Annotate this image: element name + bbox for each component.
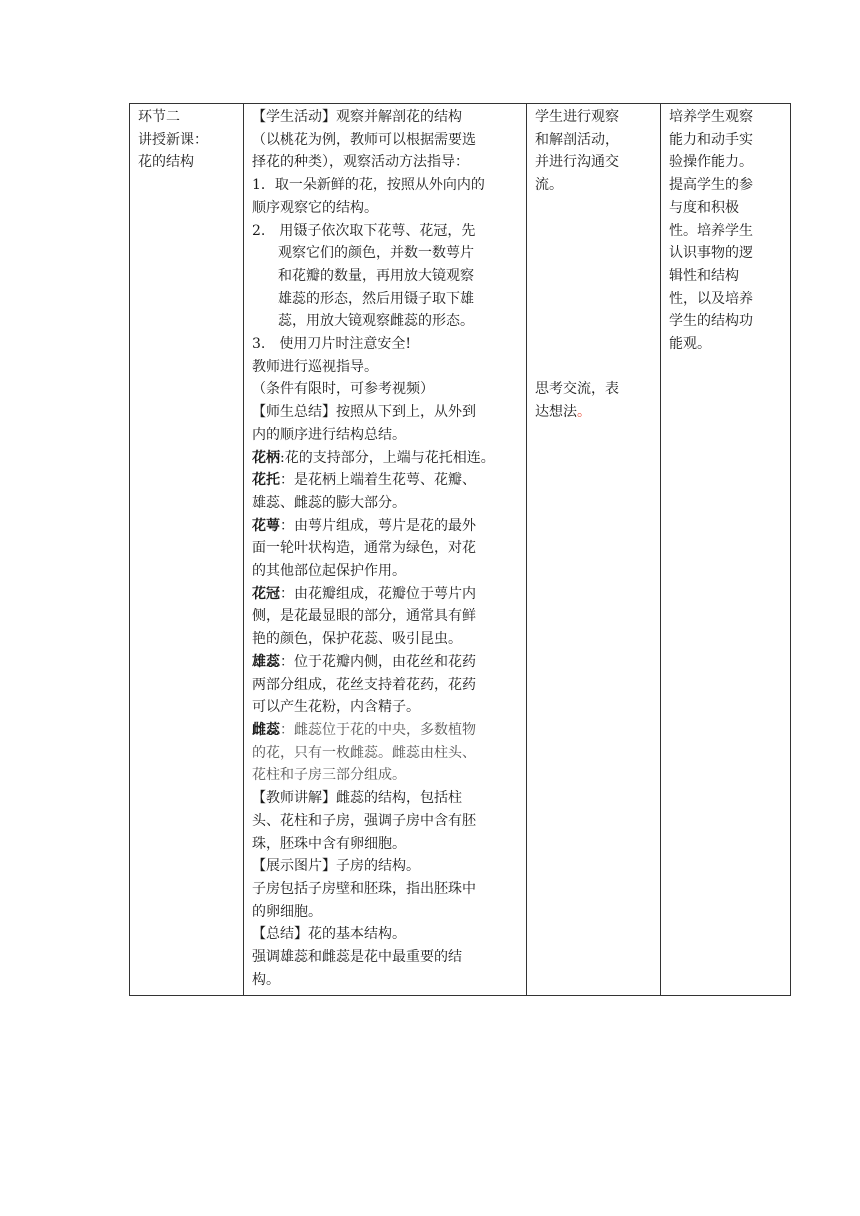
content-line: 蕊，用放大镜观察雌蕊的形态。 (278, 313, 474, 330)
content-line: 3. 使用刀片时注意安全! (252, 336, 411, 353)
intent-line: 学生的结构功 (669, 313, 753, 330)
intent-line: 与度和积极 (669, 199, 739, 216)
intent-line: 性。培养学生 (669, 222, 753, 239)
spacer (535, 220, 654, 243)
student-line: 达想法。 (535, 404, 591, 421)
spacer (535, 356, 654, 379)
content-line: 教师进行巡视指导。 (252, 358, 378, 375)
content-line: （条件有限时，可参考视频） (252, 381, 434, 398)
intent-line: 认识事物的逻 (669, 245, 753, 262)
content-line: 的其他部位起保护作用。 (252, 563, 406, 580)
table-row (130, 104, 791, 996)
content-line: 头、花柱和子房，强调子房中含有胚 (252, 812, 476, 829)
content-line: 花托：是花柄上端着生花萼、花瓣、 (252, 472, 476, 489)
intent-line: 能观。 (669, 336, 711, 353)
term-calyx: 花萼 (252, 517, 280, 534)
content-line: 面一轮叶状构造，通常为绿色，对花 (252, 540, 476, 557)
student-line: 学生进行观察 (535, 109, 619, 125)
content-line: 雄蕊：位于花瓣内侧，由花丝和花药 (252, 653, 476, 670)
content-line: 两部分组成，花丝支持着花药，花药 (252, 676, 476, 693)
content-line: 的花，只有一枚雌蕊。雌蕊由柱头、 (252, 744, 476, 761)
red-period-mark: 。 (577, 404, 591, 421)
term-pedicel: 花柄 (252, 449, 280, 466)
content-line: 侧，是花最显眼的部分，通常具有鲜 (252, 608, 476, 625)
content-line: 和花瓣的数量，再用放大镜观察 (278, 267, 474, 284)
content-cell (244, 104, 527, 996)
spacer (535, 310, 654, 333)
stage-topic: 花的结构 (138, 154, 194, 171)
content-line: 花柄:花的支持部分，上端与花托相连。 (252, 449, 495, 466)
term-corolla: 花冠 (252, 585, 280, 602)
content-line: 珠，胚珠中含有卵细胞。 (252, 835, 406, 852)
content-line: 【学生活动】观察并解剖花的结构 (252, 109, 462, 125)
content-line: 的卵细胞。 (252, 903, 322, 920)
content-line: 花萼：由萼片组成，萼片是花的最外 (252, 517, 476, 534)
content-line: 【教师讲解】雌蕊的结构，包括柱 (252, 790, 462, 807)
content-line: 【总结】花的基本结构。 (252, 926, 406, 943)
content-line: （以桃花为例，教师可以根据需要选 (252, 131, 476, 148)
intent-line: 辑性和结构 (669, 267, 739, 284)
term-pistil: 雌蕊 (252, 721, 280, 738)
content-line: 1．取一朵新鲜的花，按照从外向内的 (252, 177, 485, 194)
lesson-plan-table (129, 103, 791, 996)
content-line: 择花的种类），观察活动方法指导： (252, 154, 469, 171)
content-line: 构。 (252, 971, 280, 988)
intent-line: 培养学生观察 (669, 109, 753, 125)
intent-line: 验操作能力。 (669, 154, 753, 171)
content-line: 子房包括子房壁和胚珠，指出胚珠中 (252, 880, 476, 897)
intent-line: 提高学生的参 (669, 177, 753, 194)
student-line: 思考交流，表 (535, 381, 619, 398)
intent-line: 性，以及培养 (669, 290, 753, 307)
content-line: 2. 用镊子依次取下花萼、花冠，先 (252, 222, 476, 239)
content-line: 雄蕊、雌蕊的膨大部分。 (252, 494, 406, 511)
stage-label: 环节二 (138, 109, 180, 125)
term-stamen: 雄蕊 (252, 653, 280, 670)
spacer (535, 288, 654, 311)
content-line: 强调雄蕊和雌蕊是花中最重要的结 (252, 949, 462, 966)
content-line: 内的顺序进行结构总结。 (252, 426, 406, 443)
content-line: 顺序观察它的结构。 (252, 199, 378, 216)
term-receptacle: 花托 (252, 472, 280, 489)
spacer (535, 333, 654, 356)
student-line: 流。 (535, 177, 563, 194)
content-line: 【师生总结】按照从下到上，从外到 (252, 404, 476, 421)
stage-type: 讲授新课： (138, 131, 208, 148)
content-line: 可以产生花粉，内含精子。 (252, 699, 420, 716)
content-line: 观察它们的颜色，并数一数萼片 (278, 245, 474, 262)
intent-line: 能力和动手实 (669, 131, 753, 148)
content-line: 花冠：由花瓣组成，花瓣位于萼片内 (252, 585, 476, 602)
design-intent-cell (661, 104, 791, 996)
content-line: 艳的颜色，保护花蕊、吸引昆虫。 (252, 631, 462, 648)
spacer (535, 265, 654, 288)
content-line: 雌蕊：雌蕊位于花的中央，多数植物 (252, 721, 476, 738)
stage-cell (130, 104, 244, 996)
spacer (535, 242, 654, 265)
content-line: 雄蕊的形态，然后用镊子取下雄 (278, 290, 474, 307)
student-line: 并进行沟通交 (535, 154, 619, 171)
student-activity-cell (527, 104, 661, 996)
student-line: 和解剖活动， (535, 131, 619, 148)
content-line: 花柱和子房三部分组成。 (252, 767, 406, 784)
spacer (535, 197, 654, 220)
content-line: 【展示图片】子房的结构。 (252, 858, 420, 875)
